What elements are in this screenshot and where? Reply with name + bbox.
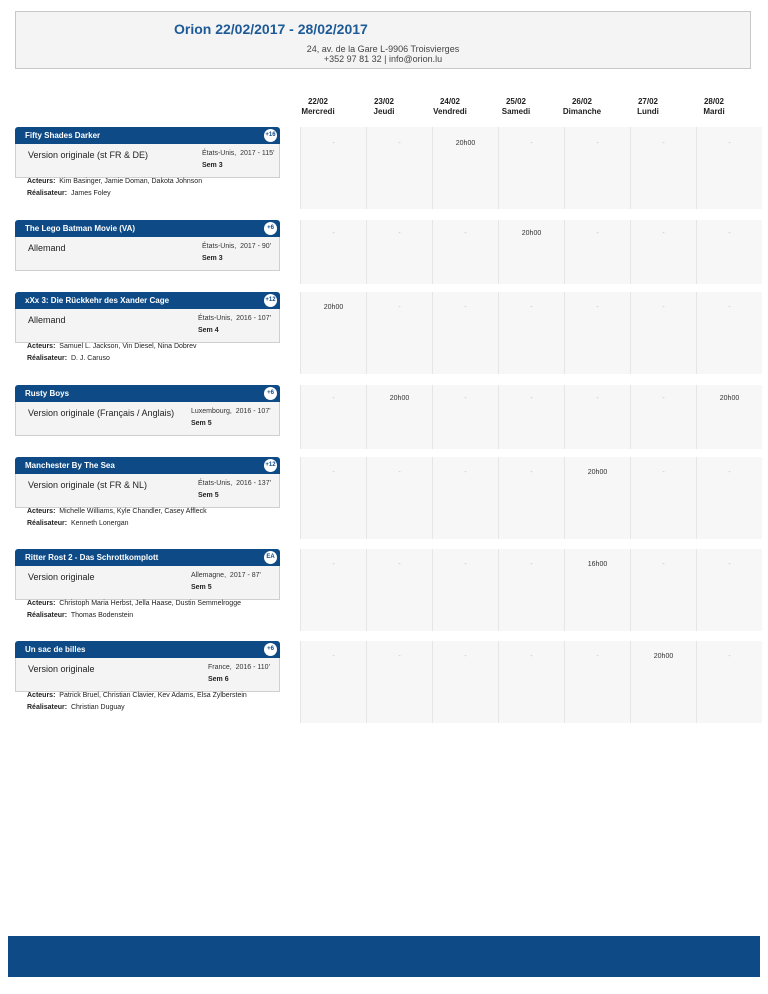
showtime: - [530, 304, 533, 311]
cinema-contact: +352 97 81 32 | info@orion.lu [323, 54, 443, 64]
showtime: - [464, 395, 467, 402]
showtime: - [662, 140, 665, 147]
day-name: Mardi [703, 107, 725, 116]
director-name: Kenneth Lonergan [70, 520, 129, 527]
cinema-address-block [16, 44, 750, 64]
director-name: D. J. Caruso [70, 355, 110, 362]
day-date: 22/02 [307, 97, 329, 106]
showtime-cell[interactable] [432, 127, 498, 209]
director-name: Christian Duguay [70, 704, 125, 711]
movie-row [15, 641, 751, 723]
age-rating-badge: +6 [264, 387, 277, 400]
movie-info-box [15, 144, 280, 178]
movie-year-duration: 2016 - 137' [236, 480, 271, 487]
actors-list: Christoph Maria Herbst, Jella Haase, Dustin Semmelrogge [59, 600, 241, 607]
movie-week: Sem 5 [191, 420, 212, 427]
showtime[interactable]: 20h00 [653, 653, 674, 660]
showtime-cell [630, 292, 696, 374]
showtime-cell [564, 220, 630, 284]
movie-credits [27, 506, 207, 530]
movie-card [15, 220, 280, 271]
movie-country-year-duration [198, 315, 271, 322]
day-name: Jeudi [373, 107, 395, 116]
showtime-cell [498, 385, 564, 449]
movie-year-duration: 2017 - 115' [240, 150, 275, 157]
showtime-cell [300, 385, 366, 449]
movie-version: Version originale [28, 664, 95, 674]
showtime[interactable]: 20h00 [719, 395, 740, 402]
showtime: - [332, 395, 335, 402]
actors-line [27, 690, 247, 702]
movie-card [15, 385, 280, 436]
movie-year-duration: 2016 - 110' [235, 664, 270, 671]
actors-line [27, 176, 202, 188]
movie-title[interactable]: Ritter Rost 2 - Das Schrottkomplott [25, 553, 159, 562]
movie-title[interactable]: Manchester By The Sea [25, 461, 115, 470]
cinema-address: 24, av. de la Gare L-9906 Troisvierges [306, 44, 460, 54]
showtime: - [596, 140, 599, 147]
showtime-cell [564, 385, 630, 449]
showtime-cell [432, 549, 498, 631]
actors-label: Acteurs: [27, 178, 56, 185]
movie-year-duration: 2017 - 87' [229, 572, 261, 579]
movie-title-bar [15, 457, 280, 474]
showtime-cell[interactable] [564, 549, 630, 631]
actors-line [27, 506, 207, 518]
showtime-cell [564, 641, 630, 723]
movie-country: Luxembourg, [191, 408, 232, 415]
director-name: Thomas Bodenstein [70, 612, 134, 619]
actors-label: Acteurs: [27, 508, 56, 515]
actors-list: Michelle Williams, Kyle Chandler, Casey Affleck [59, 508, 207, 515]
showtime[interactable]: 20h00 [455, 140, 476, 147]
movie-title-bar [15, 220, 280, 237]
director-label: Réalisateur: [27, 520, 68, 527]
showtime-cell [366, 549, 432, 631]
showtime-cell [432, 457, 498, 539]
movie-row [15, 457, 751, 539]
movie-row [15, 549, 751, 631]
age-rating-badge: +6 [264, 643, 277, 656]
actors-label: Acteurs: [27, 692, 56, 699]
day-name: Samedi [501, 107, 531, 116]
movie-info-box [15, 658, 280, 692]
movie-year-duration: 2016 - 107' [235, 408, 271, 415]
showtime: - [728, 469, 731, 476]
movie-row [15, 385, 751, 449]
actors-list: Patrick Bruel, Christian Clavier, Kev Adams, Elsa Zylberstein [59, 692, 247, 699]
showtime: - [596, 395, 599, 402]
movie-country-year-duration [202, 150, 274, 157]
movie-country: États-Unis, [198, 480, 233, 487]
showtime[interactable]: 16h00 [587, 561, 608, 568]
movie-version: Version originale (Français / Anglais) [28, 408, 175, 418]
day-header [546, 97, 618, 117]
showtime-cell[interactable] [630, 641, 696, 723]
showtime-cell [630, 220, 696, 284]
actors-line [27, 341, 197, 353]
day-name: Lundi [637, 107, 659, 116]
director-label: Réalisateur: [27, 190, 68, 197]
showtime: - [728, 304, 731, 311]
movie-title[interactable]: The Lego Batman Movie (VA) [25, 224, 136, 233]
showtime: - [398, 561, 401, 568]
showtime: - [398, 304, 401, 311]
showtime-cell [432, 220, 498, 284]
showtime: - [530, 140, 533, 147]
actors-label: Acteurs: [27, 600, 56, 607]
showtime-cell [630, 457, 696, 539]
showtime-cell [630, 385, 696, 449]
movie-version: Allemand [28, 315, 66, 325]
movie-week: Sem 5 [198, 492, 219, 499]
movie-credits [27, 176, 202, 200]
day-name: Vendredi [433, 107, 467, 116]
showtime-cell [300, 220, 366, 284]
showtime: - [728, 140, 731, 147]
movie-title-bar [15, 127, 280, 144]
movie-version: Allemand [28, 243, 66, 253]
director-name: James Foley [70, 190, 111, 197]
showtime: - [662, 469, 665, 476]
movie-week: Sem 5 [191, 584, 212, 591]
showtime: - [398, 469, 401, 476]
showtime: - [332, 561, 335, 568]
showtime-cell [630, 127, 696, 209]
movie-info-box [15, 474, 280, 508]
showtime: - [332, 653, 335, 660]
showtime-cell[interactable] [696, 385, 762, 449]
actors-list: Kim Basinger, Jamie Doman, Dakota Johnson [59, 178, 203, 185]
showtime-cell [696, 549, 762, 631]
movie-row [15, 292, 751, 374]
age-rating-badge: +16 [264, 129, 277, 142]
movie-title[interactable]: xXx 3: Die Rückkehr des Xander Cage [25, 296, 170, 305]
movie-title[interactable]: Fifty Shades Darker [25, 131, 101, 140]
movie-title-bar [15, 549, 280, 566]
director-label: Réalisateur: [27, 704, 68, 711]
movie-week: Sem 4 [198, 327, 219, 334]
movie-country-year-duration [198, 480, 271, 487]
showtime-cell [432, 292, 498, 374]
age-rating-badge: +6 [264, 222, 277, 235]
movie-country: France, [208, 664, 232, 671]
showtime[interactable]: 20h00 [521, 230, 542, 237]
showtime[interactable]: 20h00 [323, 304, 344, 311]
movie-card [15, 457, 280, 508]
showtime: - [662, 561, 665, 568]
movie-title-bar [15, 385, 280, 402]
showtime-cell [300, 641, 366, 723]
showtime-cell [366, 641, 432, 723]
showtime: - [662, 230, 665, 237]
footer-bar [8, 936, 760, 977]
movie-row [15, 127, 751, 209]
director-line [27, 353, 197, 365]
movie-country-year-duration [191, 408, 271, 415]
showtime-cell [366, 220, 432, 284]
showtime-cell [300, 127, 366, 209]
showtime: - [464, 469, 467, 476]
showtime-cell [696, 457, 762, 539]
showtime-cell [564, 127, 630, 209]
showtime-cell [696, 127, 762, 209]
showtime: - [596, 653, 599, 660]
movie-title[interactable]: Un sac de billes [25, 645, 86, 654]
movie-credits [27, 341, 197, 365]
actors-list: Samuel L. Jackson, Vin Diesel, Nina Dobrev [59, 343, 197, 350]
showtime-cell [498, 549, 564, 631]
showtime-cell[interactable] [498, 220, 564, 284]
movie-info-box [15, 237, 280, 271]
showtime: - [728, 561, 731, 568]
showtime-cell [432, 385, 498, 449]
day-date: 25/02 [505, 97, 527, 106]
movie-version: Version originale (st FR & DE) [28, 150, 149, 160]
showtime-cell [696, 220, 762, 284]
showtime-cell[interactable] [300, 292, 366, 374]
showtime-cell [498, 457, 564, 539]
actors-line [27, 598, 241, 610]
showtime: - [464, 561, 467, 568]
showtime: - [662, 304, 665, 311]
movie-title[interactable]: Rusty Boys [25, 389, 70, 398]
age-rating-badge: +12 [264, 294, 277, 307]
showtime: - [398, 140, 401, 147]
day-name: Dimanche [562, 107, 602, 116]
day-header [678, 97, 750, 117]
showtime: - [398, 230, 401, 237]
showtime-cell [630, 549, 696, 631]
movie-country-year-duration [191, 572, 261, 579]
age-rating-badge: +12 [264, 459, 277, 472]
movie-title-bar [15, 641, 280, 658]
day-date: 24/02 [439, 97, 461, 106]
showtime-cell [498, 641, 564, 723]
showtime: - [728, 230, 731, 237]
movie-title-bar [15, 292, 280, 309]
director-line [27, 518, 207, 530]
movie-year-duration: 2016 - 107' [236, 315, 271, 322]
showtime-cell [696, 292, 762, 374]
day-header [414, 97, 486, 117]
showtime: - [464, 653, 467, 660]
showtime-cell [300, 549, 366, 631]
director-label: Réalisateur: [27, 355, 68, 362]
showtime: - [398, 653, 401, 660]
movie-info-box [15, 309, 280, 343]
showtime[interactable]: 20h00 [587, 469, 608, 476]
movie-week: Sem 3 [202, 255, 223, 262]
showtime-cell [300, 457, 366, 539]
showtime: - [332, 140, 335, 147]
movie-week: Sem 3 [202, 162, 223, 169]
movie-card [15, 641, 280, 692]
director-label: Réalisateur: [27, 612, 68, 619]
showtime-cell [366, 127, 432, 209]
age-rating-badge: EA [264, 551, 277, 564]
day-header [612, 97, 684, 117]
showtime-cell [498, 127, 564, 209]
showtime: - [464, 230, 467, 237]
cinema-header [15, 11, 751, 69]
day-header [348, 97, 420, 117]
showtime: - [332, 230, 335, 237]
movie-card [15, 292, 280, 343]
showtime-cell [432, 641, 498, 723]
showtime-cell [696, 641, 762, 723]
director-line [27, 610, 241, 622]
movie-row [15, 220, 751, 284]
movie-year-duration: 2017 - 90' [240, 243, 272, 250]
actors-label: Acteurs: [27, 343, 56, 350]
movie-info-box [15, 566, 280, 600]
showtime: - [530, 653, 533, 660]
movie-info-box [15, 402, 280, 436]
showtime: - [332, 469, 335, 476]
showtime-cell [366, 457, 432, 539]
movie-country: États-Unis, [202, 243, 237, 250]
day-header [282, 97, 354, 117]
showtime: - [464, 304, 467, 311]
day-name: Mercredi [301, 107, 335, 116]
day-date: 27/02 [637, 97, 659, 106]
showtime: - [530, 469, 533, 476]
showtime-cell [564, 292, 630, 374]
showtime-cell[interactable] [564, 457, 630, 539]
movie-credits [27, 598, 241, 622]
day-header [480, 97, 552, 117]
showtime: - [596, 230, 599, 237]
movie-week: Sem 6 [208, 676, 229, 683]
director-line [27, 188, 202, 200]
movie-country: États-Unis, [202, 150, 237, 157]
day-date: 28/02 [703, 97, 725, 106]
movie-country-year-duration [208, 664, 270, 671]
showtime: - [596, 304, 599, 311]
day-date: 26/02 [571, 97, 593, 106]
movie-card [15, 549, 280, 600]
movie-credits [27, 690, 247, 714]
showtime: - [530, 395, 533, 402]
movie-version: Version originale [28, 572, 95, 582]
movie-country-year-duration [202, 243, 271, 250]
showtime-cell [498, 292, 564, 374]
movie-country: Allemagne, [191, 572, 227, 579]
showtime: - [728, 653, 731, 660]
showtime-cell[interactable] [366, 385, 432, 449]
director-line [27, 702, 247, 714]
page-title: Orion 22/02/2017 - 28/02/2017 [174, 21, 368, 37]
movie-country: États-Unis, [198, 315, 233, 322]
showtime: - [530, 561, 533, 568]
showtime[interactable]: 20h00 [389, 395, 410, 402]
showtime-cell [366, 292, 432, 374]
movie-version: Version originale (st FR & NL) [28, 480, 148, 490]
showtime: - [662, 395, 665, 402]
movie-card [15, 127, 280, 178]
day-date: 23/02 [373, 97, 395, 106]
